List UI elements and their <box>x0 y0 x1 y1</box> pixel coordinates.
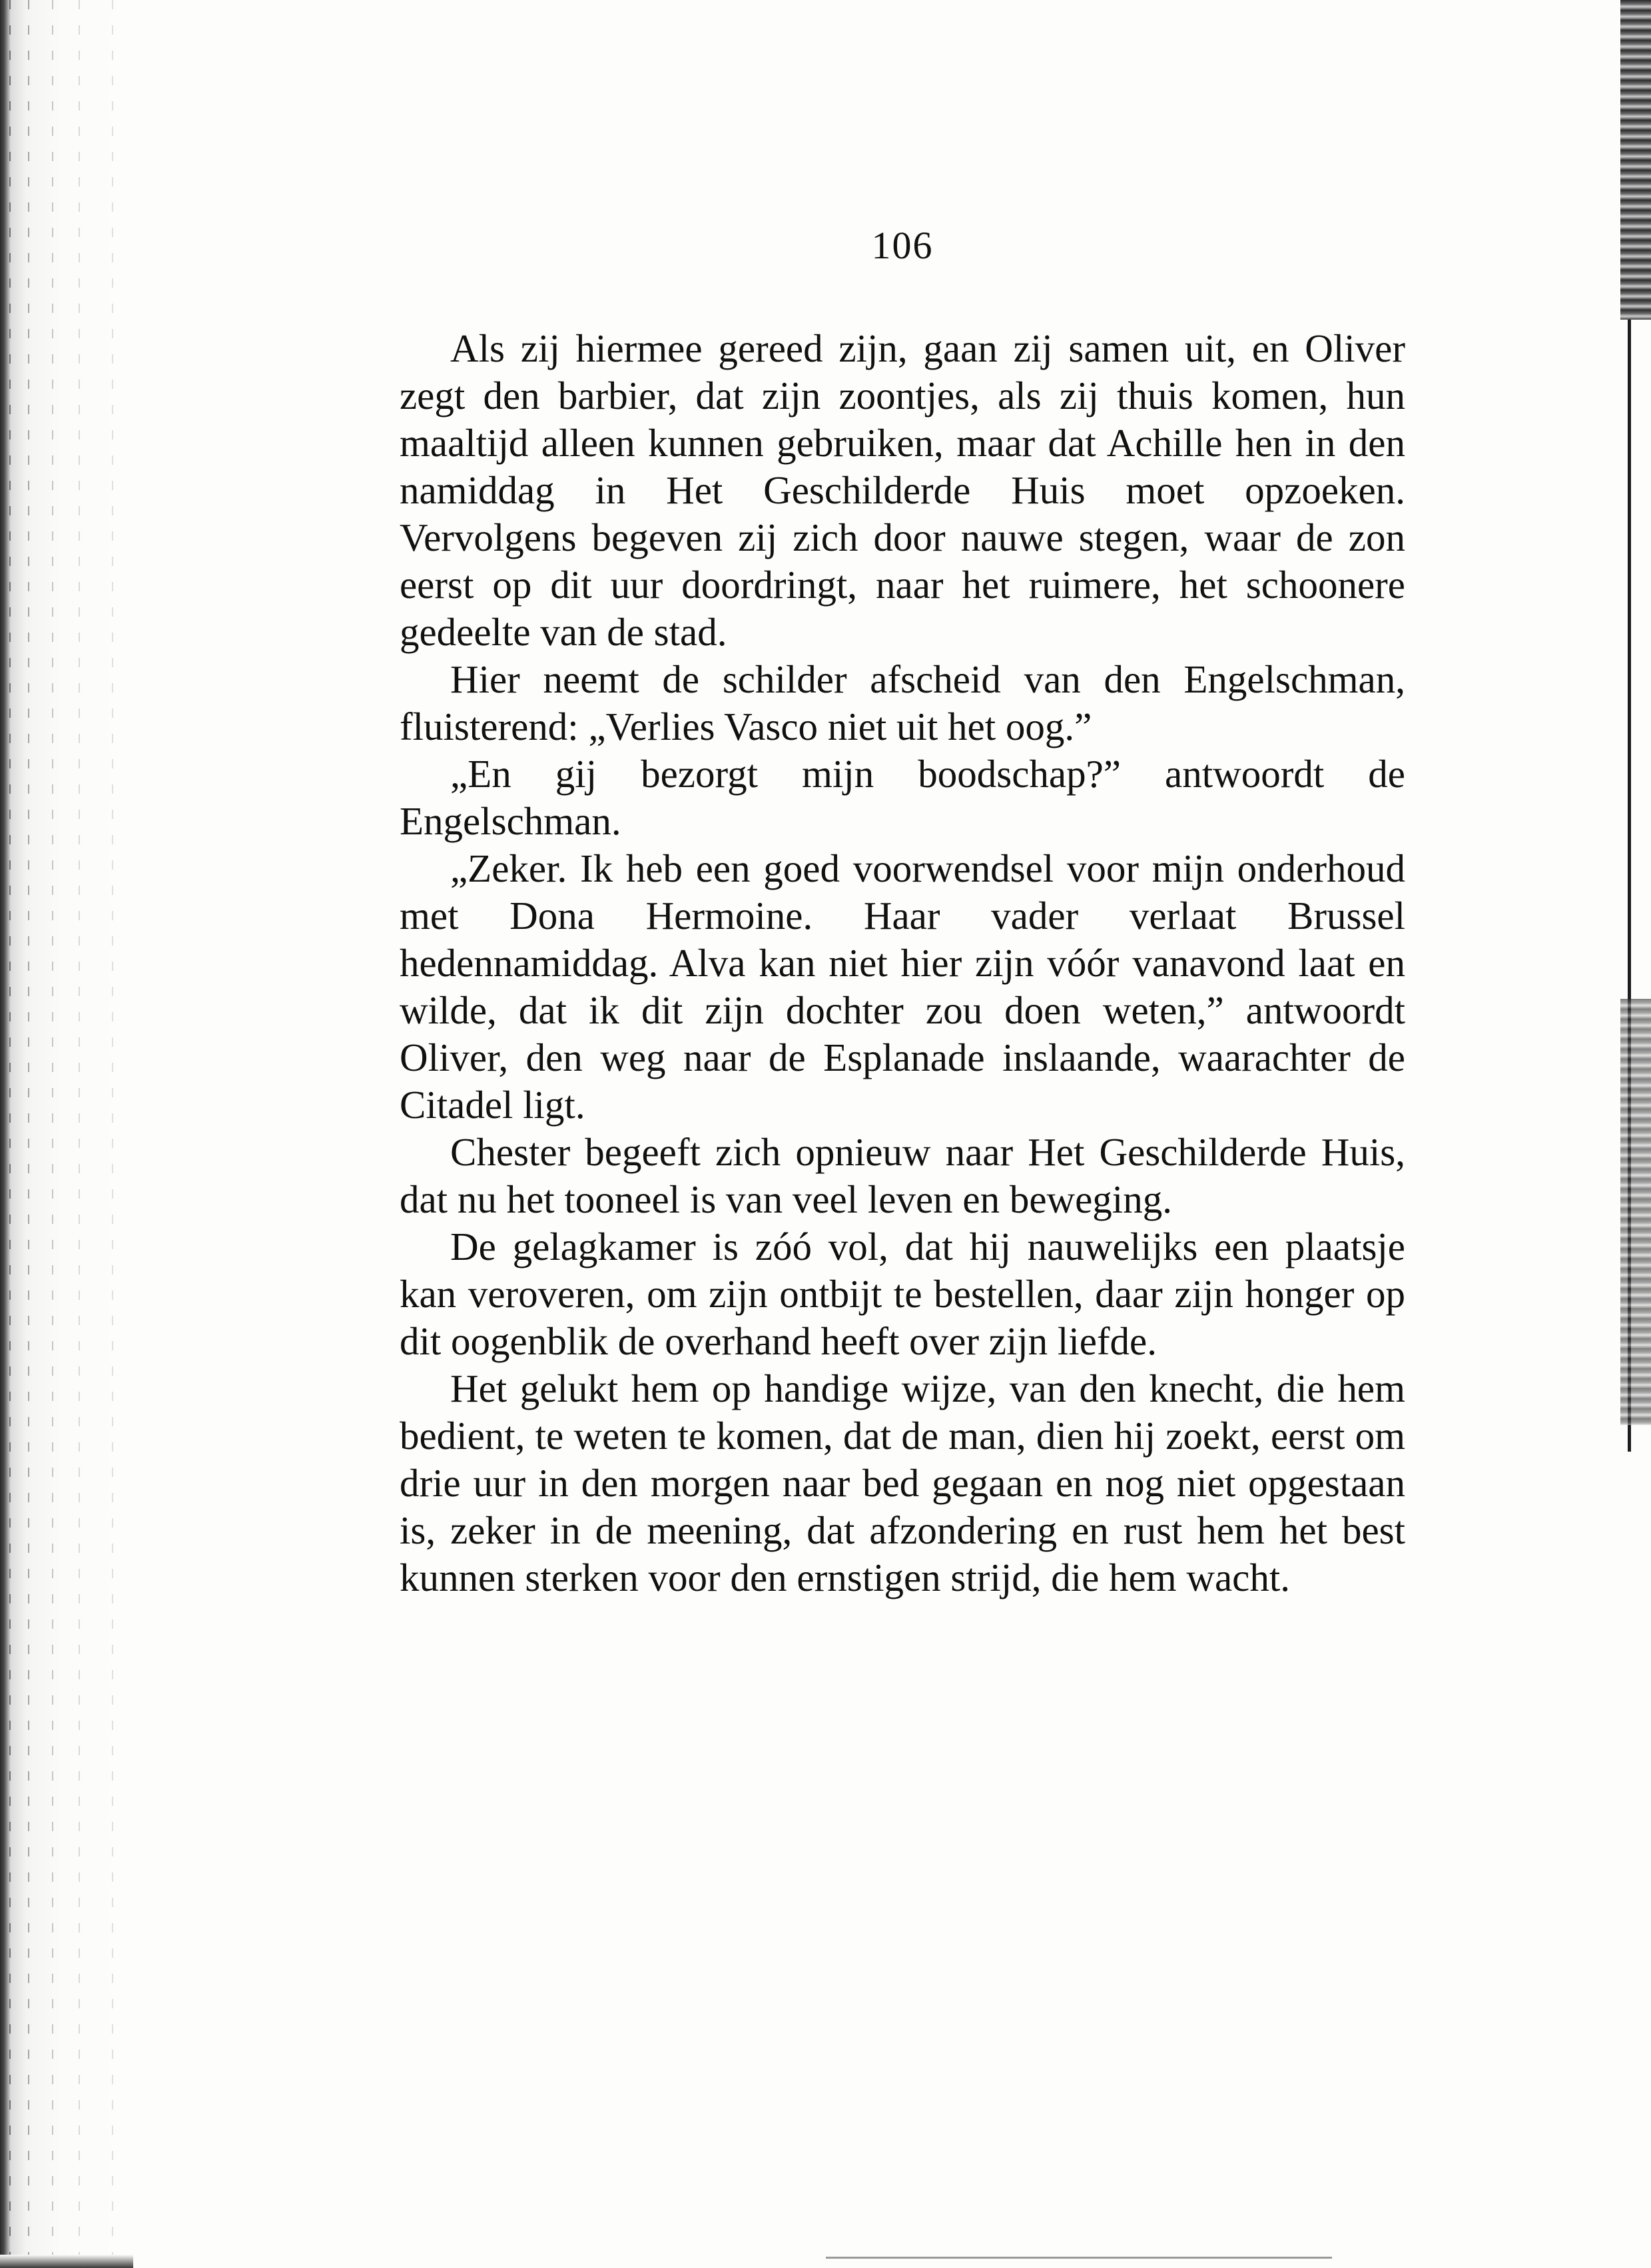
edge-shading <box>1620 999 1651 1425</box>
gutter-streak <box>112 0 113 2268</box>
page-bottom-edge <box>0 2255 133 2268</box>
edge-shading <box>1620 0 1651 320</box>
binding-gutter <box>0 0 120 2268</box>
paragraph: Chester begeeft zich opnieuw naar Het Geschilderde Huis, dat nu het tooneel is van veel leven en beweging. <box>400 1130 1405 1221</box>
page-number: 106 <box>871 224 934 267</box>
paragraph: „Zeker. Ik heb een goed voorwendsel voor mijn onderhoud met Dona Hermoine. Haar vader verlaat Brussel hedennamiddag. Alva kan niet hier zijn vóór vanavond laat en wilde, dat ik dit zijn dochter zou doen weten,” antwoordt Oliver, den weg naar de Esplanade inslaande, waarachter de Citadel ligt. <box>400 846 1405 1127</box>
bottom-rule <box>826 2257 1332 2259</box>
gutter-streak <box>52 0 53 2268</box>
gutter-streak <box>9 0 11 2268</box>
body-text <box>400 325 1405 1601</box>
facing-page-edge <box>1612 0 1651 2268</box>
paragraph: Hier neemt de schilder afscheid van den Engelschman, fluisterend: „Verlies Vasco niet uit het oog.” <box>400 657 1405 748</box>
gutter-streak <box>28 0 29 2268</box>
paragraph: De gelagkamer is zóó vol, dat hij nauwelijks een plaatsje kan veroveren, om zijn ontbijt te bestellen, daar zijn honger op dit oogenblik de overhand heeft over zijn liefde. <box>400 1225 1405 1363</box>
paragraph: Als zij hiermee gereed zijn, gaan zij samen uit, en Oliver zegt den barbier, dat zijn zoontjes, als zij thuis komen, hun maaltijd alleen kunnen gebruiken, maar dat Achille hen in den namiddag in Het Geschilderde Huis moet opzoeken. Vervolgens begeven zij zich door nauwe stegen, waar de zon eerst op dit uur doordringt, naar het ruimere, het schoonere gedeelte van de stad. <box>400 326 1405 654</box>
paragraph: „En gij bezorgt mijn boodschap?” antwoordt de Engelschman. <box>400 752 1405 843</box>
gutter-streak <box>79 0 80 2268</box>
paragraph: Het gelukt hem op handige wijze, van den knecht, die hem bedient, te weten te komen, dat de man, dien hij zoekt, eerst om drie uur in den morgen naar bed gegaan en nog niet opgestaan is, zeker in de meening, dat afzondering en rust hem het best kunnen sterken voor den ernstigen strijd, die hem wacht. <box>400 1366 1405 1599</box>
